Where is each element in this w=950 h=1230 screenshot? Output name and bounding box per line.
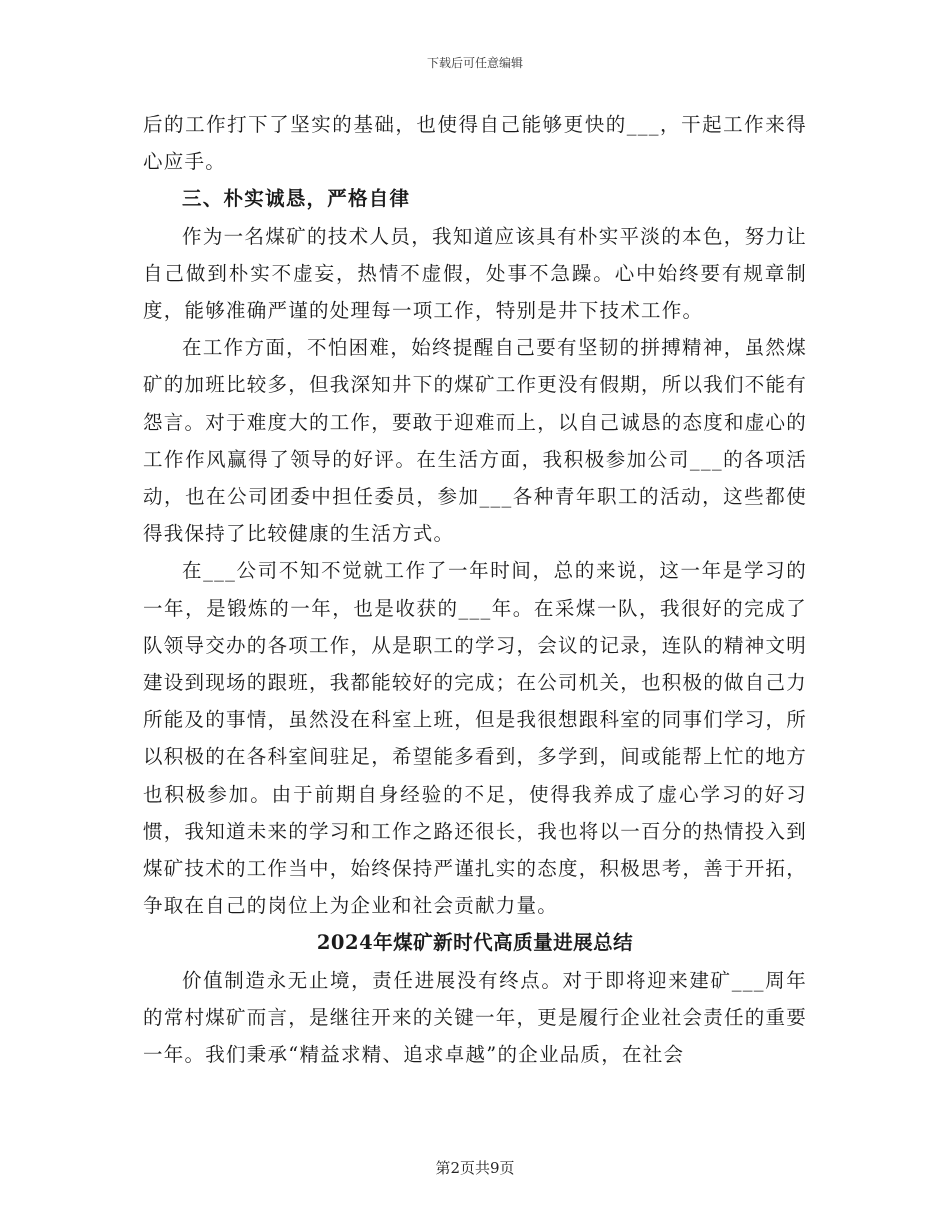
page-header: 下载后可任意编辑: [426, 56, 523, 70]
section-heading-3: 三、朴实诚恳，严格自律: [182, 187, 411, 211]
paragraph-year: 在___公司不知不觉就工作了一年时间，总的来说，这一年是学习的一年，是锻炼的一年，也是收获的___年。在采煤一队，我很好的完成了队领导交办的各项工作，从是职工的学习，会议的记录，连队的精神文明建设到现场的跟班，我都能较好的完成；在公司机关，也积极的做自己力所能及的事情，虽然没在科室上班，但是我很想跟科室的同事们学习，所以积极的在各科室间驻足，希望能多看到，多学到，间或能帮上忙的地方也积极参加。由于前期自身经验的不足，使得我养成了虚心学习的好习惯，我知道未来的学习和工作之路还很长，我也将以一百分的热情投入到煤矿技术的工作当中，始终保持严谨扎实的态度，积极思考，善于开拓，争取在自己的岗位上为企业和社会贡献力量。: [143, 559, 808, 918]
paragraph-work: 在工作方面，不怕困难，始终提醒自己要有坚韧的拼搏精神，虽然煤矿的加班比较多，但我深知井下的煤矿工作更没有假期，所以我们不能有怨言。对于难度大的工作，要敢于迎难而上，以自己诚恳的态度和虚心的工作作风赢得了领导的好评。在生活方面，我积极参加公司___的各项活动，也在公司团委中担任委员，参加___各种青年职工的活动，这些都使得我保持了比较健康的生活方式。: [143, 336, 808, 546]
paragraph-value: 价值制造永无止境，责任进展没有终点。对于即将迎来建矿___周年的常村煤矿而言，是继往开来的关键一年，更是履行企业社会责任的重要一年。我们秉承“精益求精、追求卓越”的企业品质，在社会: [143, 968, 808, 1067]
page-number: 第2页共9页: [435, 1159, 515, 1177]
paragraph-continuation: 后的工作打下了坚实的基础，也使得自己能够更快的___，干起工作来得心应手。: [143, 113, 807, 174]
paragraph-role: 作为一名煤矿的技术人员，我知道应该具有朴实平淡的本色，努力让自己做到朴实不虚妄，热情不虚假，处事不急躁。心中始终要有规章制度，能够准确严谨的处理每一项工作，特别是井下技术工作。: [143, 224, 807, 323]
document-title: 2024年煤矿新时代高质量进展总结: [316, 931, 634, 955]
document-body: [143, 106, 807, 1073]
